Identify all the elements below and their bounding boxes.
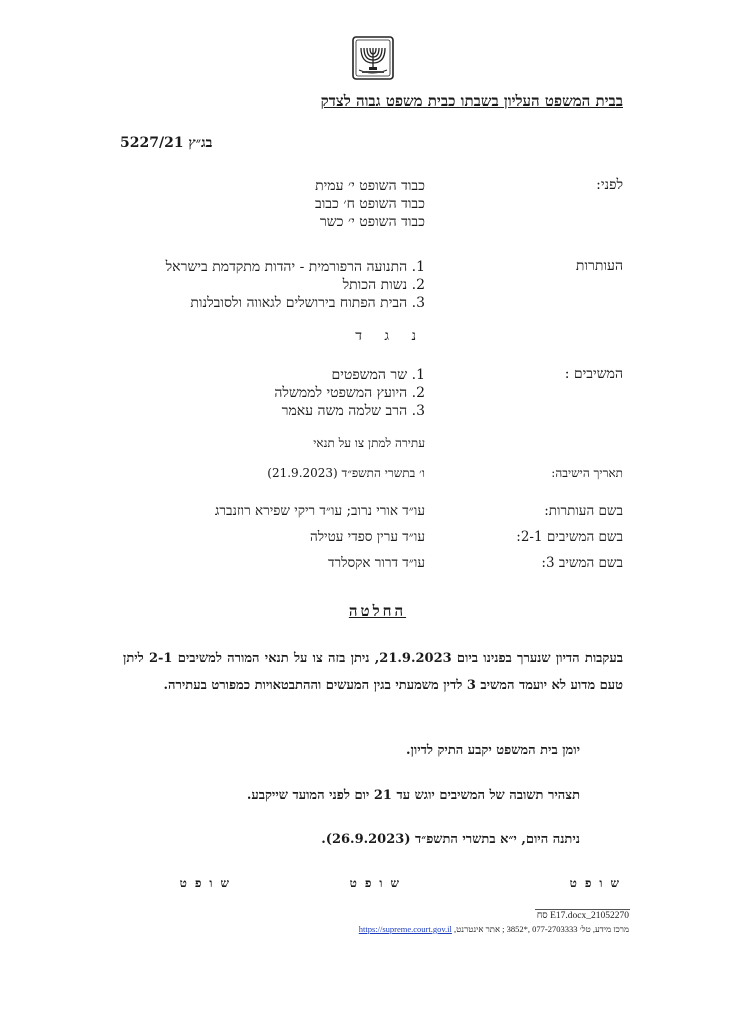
judge-name: כבוד השופט י׳ כשר — [319, 214, 425, 230]
decision-given-date: ניתנה היום, י״א בתשרי התשפ״ד (26.9.2023). — [321, 832, 580, 847]
petitioners-list — [166, 258, 425, 312]
petitioner-item: 1. התנועה הרפורמית - יהדות מתקדמת בישראל — [165, 259, 425, 275]
decision-body: בעקבות הדיון שנערך בפנינו ביום 21.9.2023, ניתן בזה צו על תנאי המורה למשיבים 2-1 ליתן טעם מדוע לא יועמד המשיב 3 לדין משמעתי בגין המעשים וההתבטאויות כמפורט בעתירה. — [123, 651, 623, 693]
respondent-item: 1. שר המשפטים — [331, 367, 425, 383]
rep-label-respondent-3: בשם המשיב 3: — [541, 555, 623, 571]
court-title: בבית המשפט העליון בשבתו כבית משפט גבוה לצדק — [320, 92, 623, 110]
petitioner-item: 2. נשות הכותל — [342, 277, 425, 293]
rep-label-respondents-1-2: בשם המשיבים 2-1: — [516, 529, 623, 545]
petitioners-label: העותרות — [575, 258, 623, 274]
menorah-emblem-icon — [350, 36, 396, 80]
decision-paragraph: יומן בית המשפט יקבע התיק לדיון. — [406, 743, 580, 758]
footer-website-link[interactable]: https://supreme.court.gov.il — [358, 924, 452, 934]
judge-name: כבוד השופט י׳ עמית — [315, 178, 425, 194]
petition-type: עתירה למתן צו על תנאי — [313, 436, 425, 450]
before-label: לפני: — [596, 177, 623, 193]
case-number: בג״ץ 5227/21 — [120, 135, 213, 151]
versus-label: נ ג ד — [355, 328, 425, 344]
respondents-list — [274, 366, 425, 420]
petitioner-item: 3. הבית הפתוח בירושלים לגאווה ולסובלנות — [190, 295, 425, 311]
respondents-label: המשיבים : — [564, 366, 623, 382]
decision-title: החלטה — [348, 602, 407, 620]
rep-value-petitioners: עו״ד אורי נרוב; עו״ד ריקי שפירא רוזנברג — [214, 503, 425, 519]
judges-list — [315, 177, 425, 231]
rep-label-petitioners: בשם העותרות: — [544, 503, 623, 519]
footer-file-name: 21052270_E17.docx סח — [536, 911, 629, 921]
decision-paragraph: תצהיר תשובה של המשיבים יוגש עד 21 יום לפני המועד שייקבע. — [246, 788, 580, 803]
hearing-date-label: תאריך הישיבה: — [551, 466, 623, 480]
footer-contact — [359, 924, 629, 934]
rep-value-respondent-3: עו״ד דרור אקסלרד — [328, 555, 425, 571]
judge-signature: שופט — [179, 876, 237, 890]
hearing-date-value: ו׳ בתשרי התשפ״ד (21.9.2023) — [267, 466, 425, 480]
footer-contact-text: מרכז מידע, טל׳ 077-2703333 ,*3852 ; אתר אינטרנט, — [454, 924, 629, 934]
respondent-item: 3. הרב שלמה משה עאמר — [281, 403, 425, 419]
footer-divider — [535, 909, 630, 910]
judge-name: כבוד השופט ח׳ כבוב — [314, 196, 425, 212]
judge-signature: שופט — [569, 876, 627, 890]
rep-value-respondents-1-2: עו״ד ערין ספדי עטילה — [309, 529, 425, 545]
judge-signature: שופט — [349, 876, 407, 890]
respondent-item: 2. היועץ המשפטי לממשלה — [274, 385, 425, 401]
